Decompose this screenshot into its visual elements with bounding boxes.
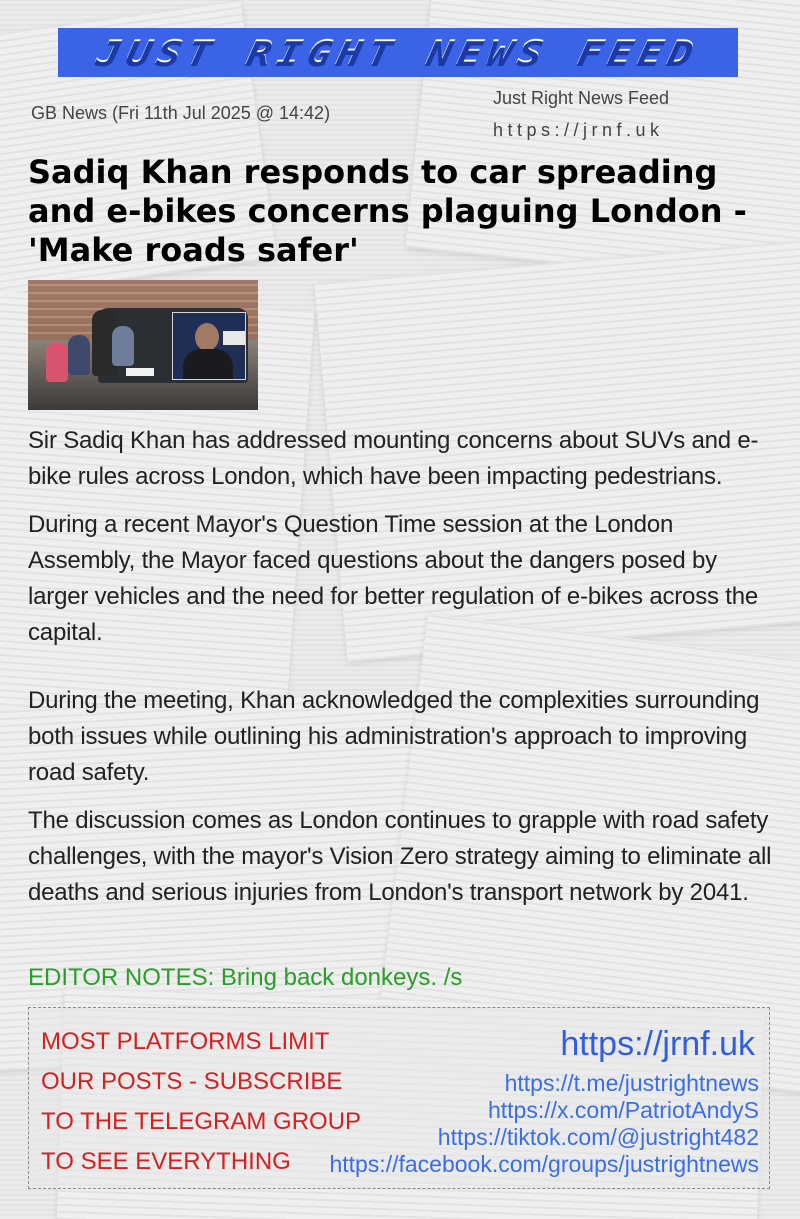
social-links — [329, 1024, 759, 1178]
brand-url[interactable]: https://jrnf.uk — [493, 120, 664, 140]
subscribe-footer — [28, 1007, 770, 1189]
article-photo — [28, 280, 258, 410]
cta-line: TO THE TELEGRAM GROUP — [41, 1108, 362, 1135]
banner-title: JUST RIGHT NEWS FEED — [93, 32, 703, 73]
article-paragraph: Sir Sadiq Khan has addressed mounting concerns about SUVs and e-bike rules across London, which have been impacting pedestrians. — [28, 427, 759, 490]
article-body — [28, 423, 776, 923]
article-headline: Sadiq Khan responds to car spreading and e-bikes concerns plaguing London - 'Make roads safer' — [28, 153, 747, 269]
brand-name: Just Right News Feed — [493, 88, 670, 108]
source-dateline: GB News (Fri 11th Jul 2025 @ 14:42) — [31, 103, 331, 123]
cta-line: OUR POSTS - SUBSCRIBE — [41, 1068, 343, 1095]
editor-notes: EDITOR NOTES: Bring back donkeys. /s — [28, 964, 463, 991]
telegram-link[interactable]: https://t.me/justrightnews — [504, 1070, 759, 1096]
website-link[interactable]: https://jrnf.uk — [560, 1025, 755, 1063]
cta-line: MOST PLATFORMS LIMIT — [41, 1028, 330, 1055]
speaker-inset-photo — [172, 312, 246, 380]
x-link[interactable]: https://x.com/PatriotAndyS — [487, 1097, 759, 1123]
article-paragraph: During the meeting, Khan acknowledged the complexities surrounding both issues while outlining his administration's approach to improving road safety. — [28, 687, 760, 786]
article-paragraph: During a recent Mayor's Question Time session at the London Assembly, the Mayor faced questions about the dangers posed by larger vehicles and the need for better regulation of e-bikes across the capital. — [28, 511, 759, 646]
site-banner[interactable] — [58, 28, 738, 77]
article-paragraph: The discussion comes as London continues to grapple with road safety challenges, with the mayor's Vision Zero strategy aiming to eliminate all deaths and serious injuries from London's transport network by 2041. — [28, 807, 772, 906]
cta-line: TO SEE EVERYTHING — [41, 1148, 291, 1175]
subscribe-call-to-action — [41, 1022, 361, 1182]
tiktok-link[interactable]: https://tiktok.com/@justright482 — [437, 1124, 759, 1150]
facebook-link[interactable]: https://facebook.com/groups/justrightnews — [329, 1151, 759, 1177]
